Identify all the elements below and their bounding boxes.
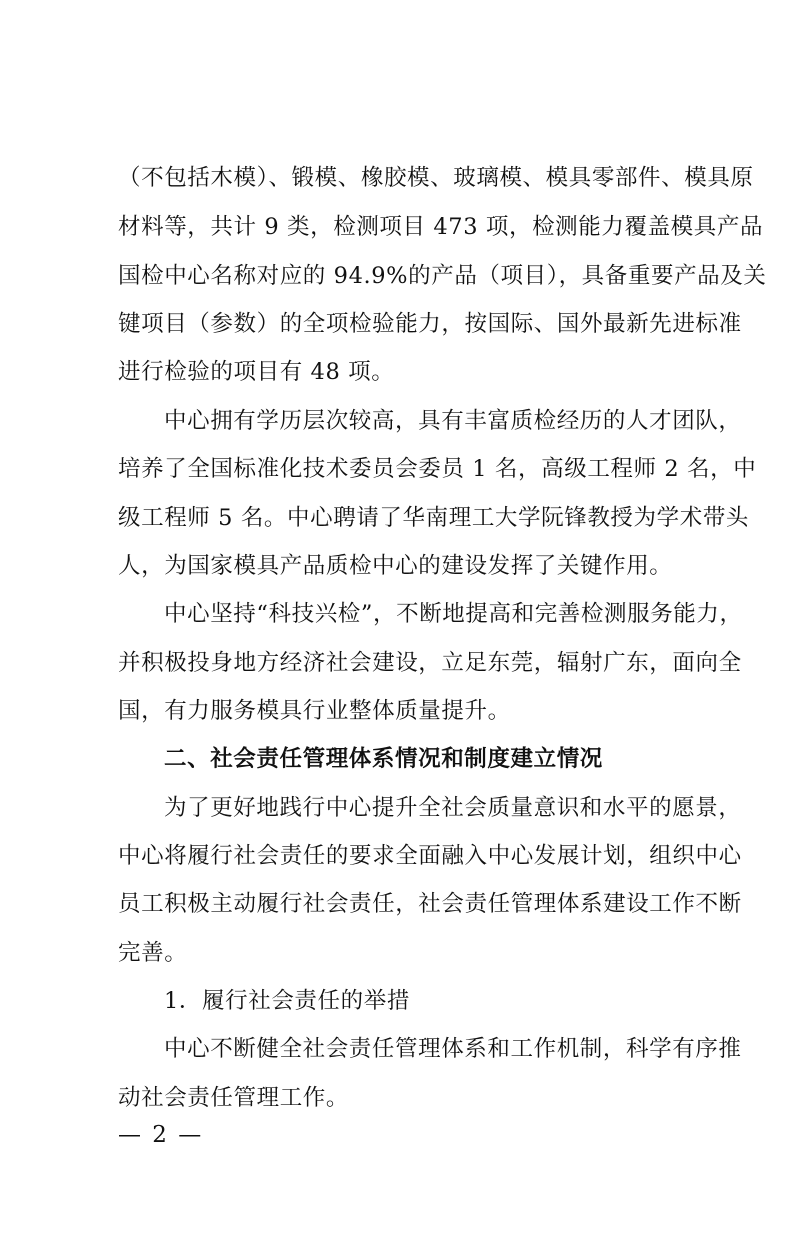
paragraph-first-line: 中心拥有学历层次较高，具有丰富质检经历的人才团队， (164, 408, 742, 434)
section-heading: 二、社会责任管理体系情况和制度建立情况 (164, 746, 603, 772)
body-line: 国，有力服务模具行业整体质量提升。 (118, 698, 511, 724)
body-line: （不包括木模）、锻模、橡胶模、玻璃模、模具零部件、模具原 (118, 165, 754, 191)
paragraph-first-line: 为了更好地践行中心提升全社会质量意识和水平的愿景， (164, 795, 742, 821)
body-line: 键项目（参数）的全项检验能力，按国际、国外最新先进标准 (118, 311, 742, 337)
body-line: 培养了全国标准化技术委员会委员 1 名，高级工程师 2 名，中 (118, 456, 757, 482)
paragraph-first-line: 中心不断健全社会责任管理体系和工作机制，科学有序推 (164, 1036, 742, 1062)
body-line: 员工积极主动履行社会责任，社会责任管理体系建设工作不断 (118, 891, 742, 917)
subsection-heading: 1．履行社会责任的举措 (164, 988, 410, 1014)
body-line: 进行检验的项目有 48 项。 (118, 359, 395, 385)
body-line: 国检中心名称对应的 94.9%的产品（项目），具备重要产品及关 (118, 263, 767, 289)
body-line: 并积极投身地方经济社会建设，立足东莞，辐射广东，面向全 (118, 650, 742, 676)
page-number: — 2 — (118, 1122, 204, 1148)
body-line: 级工程师 5 名。中心聘请了华南理工大学阮锋教授为学术带头 (118, 505, 750, 531)
body-line: 动社会责任管理工作。 (118, 1085, 350, 1111)
body-line: 材料等，共计 9 类，检测项目 473 项，检测能力覆盖模具产品 (118, 214, 764, 240)
body-line: 完善。 (118, 940, 188, 966)
paragraph-first-line: 中心坚持“科技兴检”，不断地提高和完善检测服务能力， (164, 601, 743, 627)
body-line: 人，为国家模具产品质检中心的建设发挥了关键作用。 (118, 553, 673, 579)
body-line: 中心将履行社会责任的要求全面融入中心发展计划，组织中心 (118, 843, 742, 869)
